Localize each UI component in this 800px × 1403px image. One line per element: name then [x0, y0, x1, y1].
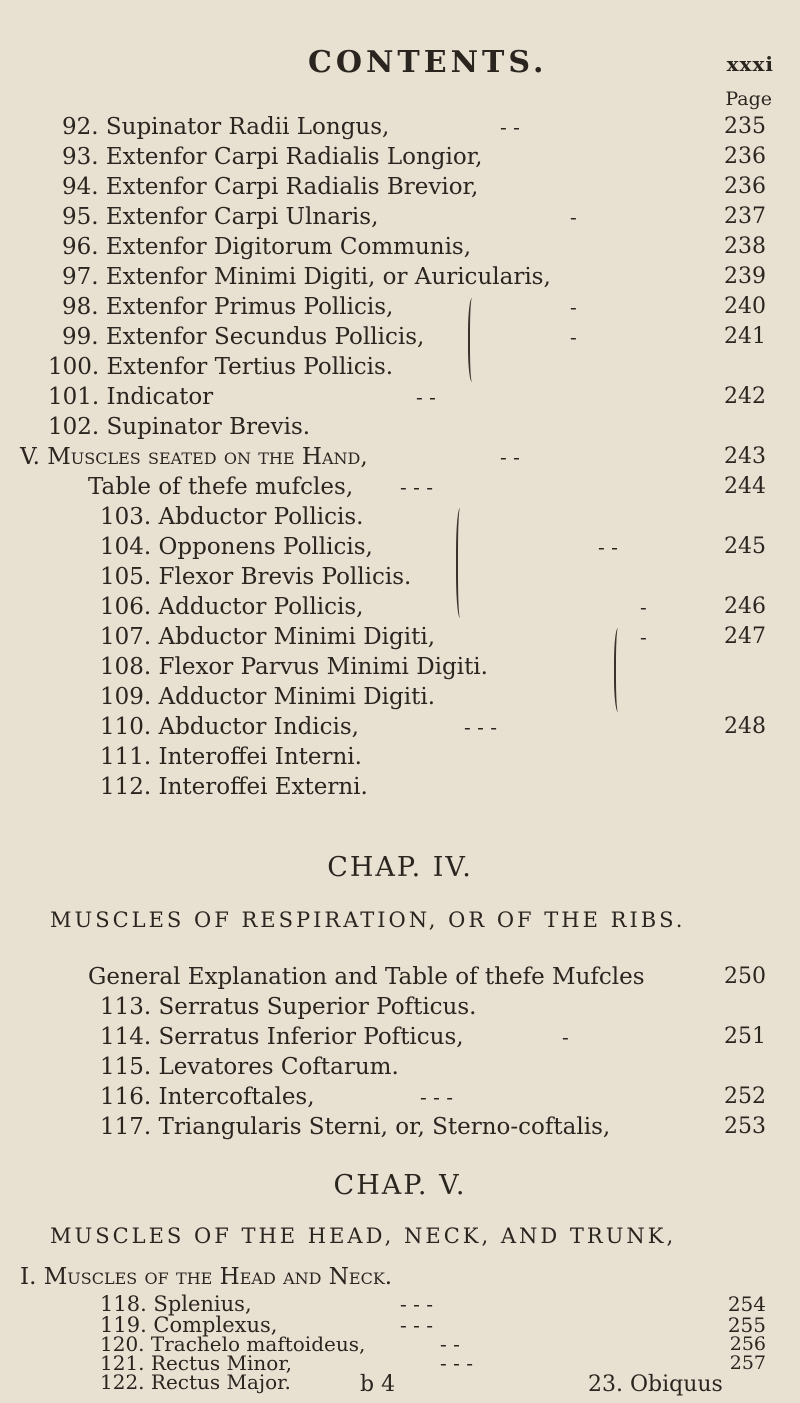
page-column-label: Page: [725, 88, 772, 110]
page-numeral: xxxi: [726, 52, 774, 76]
chapter-subtitle: MUSCLES OF THE HEAD, NECK, AND TRUNK,: [50, 1224, 677, 1248]
signature-mark: b 4: [360, 1372, 396, 1397]
catchword: 23. Obiquus: [588, 1372, 723, 1397]
grouping-brace: [456, 508, 466, 618]
chapter-heading: CHAP. V.: [333, 1170, 467, 1201]
book-page: CONTENTS. xxxi Page 92. Supinator Radii Longus, - - 235 93. Extenfor Carpi Radialis Longior, 236 94. Extenfor Carpi Radialis Brevior, 236 95. Extenfor Carpi Ulnaris, - 237 96. Extenfor Digitorum Communis, 238 97. Extenfor Minimi Digiti, or Auricularis, 239 98. Extenfor Primus Pollicis, - 240 99. Extenfor Secundus Pollicis, - 241 100. Extenfor Tertius Pollicis. 101. Indicator - - 242 102. Supinator Brevis. V. Muscles seated on the Hand, - - 243 Table of thefe mufcles, - - - 244 103. Abductor Pollicis. 104. Opponens Pollicis, - - 245 105. Flexor Brevis Pollicis. 106. Adductor Pollicis, - 246 107. Abductor Minimi Digiti, - 247 108. Flexor Parvus Minimi Digiti. 109. Adductor Minimi Digiti. 110. Abductor Indicis, - - - 248 111. Interoffei Interni. 112. Interoffei Externi. CHAP. IV. MUSCLES OF RESPIRATION, OR OF THE RIBS. General Explanation and Table of thefe Mufcles 250 113. Serratus Superior Pofticus. 114. Serratus Inferior Pofticus, - 251 115. Levatores Coftarum. 116. Intercoftales, - - - 252 117. Triangularis Sterni, or, Sterno-coftalis, 253 CHAP. V. MUSCLES OF THE HEAD, NECK, AND TRUNK, I. Muscles of the Head and Neck. 118. Splenius, - - - 254 119. Complexus, - - - 255 b 4 23. Obiquus 120. Trachelo maftoideus, - - 256 121. Rectus Minor, - - - 257 122. Rectus Major.: [0, 0, 800, 1403]
chapter-subtitle: MUSCLES OF RESPIRATION, OR OF THE RIBS.: [50, 908, 686, 932]
chapter-heading: CHAP. IV.: [327, 852, 473, 883]
grouping-brace: [614, 628, 624, 712]
grouping-brace: [468, 298, 478, 382]
running-head-title: CONTENTS.: [308, 45, 548, 80]
